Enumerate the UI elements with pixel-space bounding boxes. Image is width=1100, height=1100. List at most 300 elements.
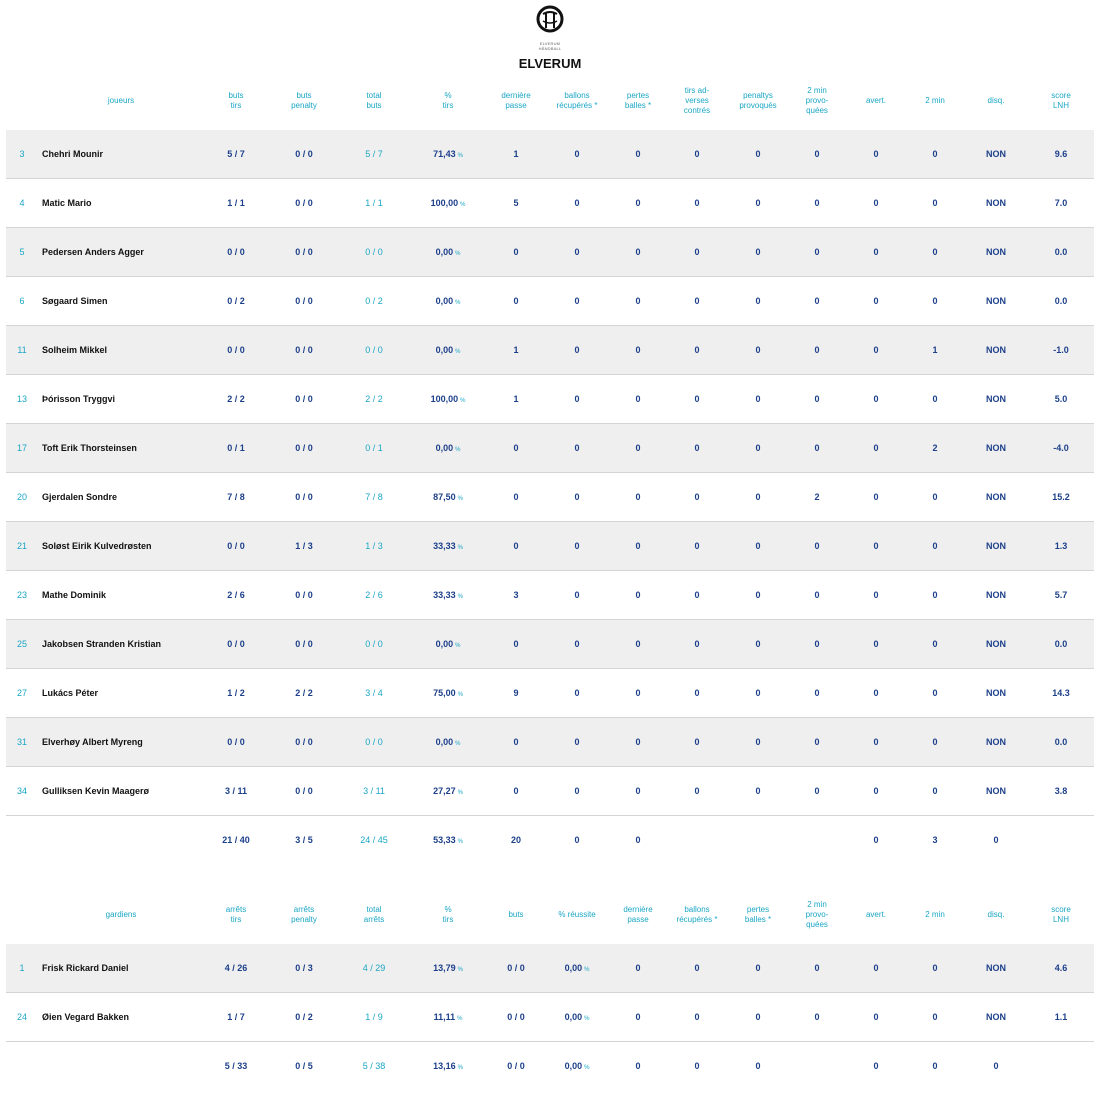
stat-cell-av: 0 <box>846 228 906 277</box>
pct-unit: % <box>460 398 466 404</box>
stat-cell-tm: 0 <box>906 669 964 718</box>
stat-cell-pp: 0 <box>728 767 788 816</box>
players-totals-row <box>6 816 1094 865</box>
pct-unit: % <box>460 202 466 208</box>
stat-cell-av: 0 <box>846 718 906 767</box>
total-goals-cell: 0 / 0 <box>340 620 408 669</box>
stat-cell-av: 0 <box>846 375 906 424</box>
stat-cell-dp: 5 <box>488 179 544 228</box>
saves-shots-cell: 4 / 26 <box>204 944 268 993</box>
stat-cell-tmp: 0 <box>788 130 846 179</box>
stat-cell-pb: 0 <box>610 375 666 424</box>
total-stat-dp: 20 <box>510 835 521 845</box>
stat-cell-pp: 0 <box>728 228 788 277</box>
penalty-goals-cell: 1 / 3 <box>268 522 340 571</box>
player-row <box>6 277 1094 326</box>
goals-shots-cell: 0 / 0 <box>204 718 268 767</box>
goals-shots-cell: 0 / 0 <box>204 326 268 375</box>
player-row <box>6 718 1094 767</box>
stat-cell-dp: 3 <box>488 571 544 620</box>
stat-cell-pp: 0 <box>728 130 788 179</box>
stat-cell-av: 0 <box>846 277 906 326</box>
stat-cell-tm: 0 <box>906 473 964 522</box>
player-number: 4 <box>6 179 38 228</box>
pct-value: 0,00 <box>435 737 454 747</box>
stat-cell-tac: 0 <box>666 718 728 767</box>
stat-cell-br: 0 <box>544 326 610 375</box>
total-goals: 24 / 45 <box>360 835 388 845</box>
stat-cell-score: 0.0 <box>1028 620 1094 669</box>
players-header-row <box>6 72 1094 130</box>
player-name: Matic Mario <box>38 179 204 228</box>
pct-unit: % <box>457 1016 463 1022</box>
pct-value: 71,43 <box>433 149 456 159</box>
column-header: score LNH <box>1051 91 1071 110</box>
total-stat-av: 0 <box>873 1061 879 1071</box>
pct-cell <box>544 993 610 1042</box>
stat-cell-tm: 1 <box>906 326 964 375</box>
stat-cell-tm: 0 <box>906 179 964 228</box>
stat-cell-disq: NON <box>964 993 1028 1042</box>
pct-cell <box>408 571 488 620</box>
goalkeepers-totals-row <box>6 1042 1094 1091</box>
pct-value: 33,33 <box>433 590 456 600</box>
total-stat-br: 0 <box>694 1061 700 1071</box>
stat-cell-disq: NON <box>964 473 1028 522</box>
player-name: Þórisson Tryggvi <box>38 375 204 424</box>
stat-cell-av: 0 <box>846 571 906 620</box>
player-number: 3 <box>6 130 38 179</box>
stat-cell-pp: 0 <box>728 179 788 228</box>
pct-value: 0,00 <box>435 296 454 306</box>
stat-cell-disq: NON <box>964 620 1028 669</box>
player-name: Gjerdalen Sondre <box>38 473 204 522</box>
stat-cell-av: 0 <box>846 179 906 228</box>
penalty-goals-cell: 0 / 0 <box>268 179 340 228</box>
player-number: 11 <box>6 326 38 375</box>
stat-cell-tmp: 0 <box>788 375 846 424</box>
stat-cell-br: 0 <box>544 718 610 767</box>
pct-value: 0,00 <box>435 639 454 649</box>
pct-value: 13,16 <box>433 1061 456 1071</box>
total-stat-disq: 0 <box>993 1061 999 1071</box>
stat-cell-pp: 0 <box>728 669 788 718</box>
pct-value: 0,00 <box>564 1012 583 1022</box>
stat-cell-av: 0 <box>846 993 906 1042</box>
total-goals-cell: 0 / 0 <box>340 718 408 767</box>
column-header: dernière passe <box>623 905 653 924</box>
player-name: Jakobsen Stranden Kristian <box>38 620 204 669</box>
player-name: Gulliksen Kevin Maagerø <box>38 767 204 816</box>
goals-shots-cell: 0 / 0 <box>204 522 268 571</box>
total-goals-cell: 3 / 11 <box>340 767 408 816</box>
stat-cell-tac: 0 <box>666 228 728 277</box>
pct-value: 0,00 <box>564 963 583 973</box>
stat-cell-score: 0.0 <box>1028 228 1094 277</box>
pct-cell <box>544 944 610 993</box>
total-stat-av: 0 <box>873 835 879 845</box>
penalty-goals-cell: 0 / 0 <box>268 473 340 522</box>
stat-cell-av: 0 <box>846 326 906 375</box>
player-row <box>6 228 1094 277</box>
penalty-goals-cell: 0 / 0 <box>268 375 340 424</box>
pct-unit: % <box>584 1016 590 1022</box>
stat-cell-pp: 0 <box>728 571 788 620</box>
stat-cell-score: 1.1 <box>1028 993 1094 1042</box>
total-stat-pb: 0 <box>635 835 641 845</box>
total-goals-cell: 5 / 7 <box>340 130 408 179</box>
column-header: pertes balles * <box>624 91 652 110</box>
stat-cell-av: 0 <box>846 130 906 179</box>
stat-cell-dp: 1 <box>488 375 544 424</box>
stat-cell-pb: 0 <box>610 620 666 669</box>
stat-cell-av: 0 <box>846 669 906 718</box>
stat-cell-score: 0.0 <box>1028 718 1094 767</box>
stat-cell-br: 0 <box>544 179 610 228</box>
column-header: disq. <box>987 910 1005 919</box>
player-name: Soløst Eirik Kulvedrøsten <box>38 522 204 571</box>
stat-cell-tm: 0 <box>906 767 964 816</box>
column-header: tirs ad- verses contrés <box>683 86 711 115</box>
stat-cell-disq: NON <box>964 767 1028 816</box>
total-goals-cell: 1 / 3 <box>340 522 408 571</box>
pct-cell <box>408 130 488 179</box>
goals-shots-cell: 2 / 6 <box>204 571 268 620</box>
stat-cell-pp: 0 <box>728 375 788 424</box>
column-header: 2 min provo- quées <box>805 900 829 929</box>
player-row <box>6 571 1094 620</box>
stat-cell-pb: 0 <box>610 473 666 522</box>
empty-cell <box>1028 816 1094 865</box>
total-saves-cell: 4 / 29 <box>340 944 408 993</box>
column-header: ballons récupérés * <box>676 905 718 924</box>
penalty-goals-cell: 0 / 0 <box>268 571 340 620</box>
stat-cell-disq: NON <box>964 718 1028 767</box>
pct-value: 33,33 <box>433 541 456 551</box>
total-stat-dp: 0 <box>635 1061 641 1071</box>
stat-cell-tm: 0 <box>906 228 964 277</box>
pct-unit: % <box>455 300 461 306</box>
stat-cell-dp: 0 <box>610 944 666 993</box>
column-header: 2 min provo- quées <box>805 86 829 115</box>
stat-cell-score: 1.3 <box>1028 522 1094 571</box>
pct-cell <box>408 620 488 669</box>
pct-unit: % <box>455 741 461 747</box>
stat-cell-tmp: 0 <box>788 522 846 571</box>
pct-value: 27,27 <box>433 786 456 796</box>
stat-cell-tmp: 0 <box>788 767 846 816</box>
pct-cell <box>408 375 488 424</box>
header-number-col <box>6 72 38 130</box>
player-number: 25 <box>6 620 38 669</box>
player-number: 17 <box>6 424 38 473</box>
pct-unit: % <box>455 643 461 649</box>
empty-cell <box>38 1042 204 1091</box>
total-goals-cell: 1 / 1 <box>340 179 408 228</box>
penalty-saves-cell: 0 / 3 <box>268 944 340 993</box>
total-stat-disq: 0 <box>993 835 999 845</box>
empty-cell <box>788 1042 846 1091</box>
stat-cell-br: 0 <box>544 522 610 571</box>
goals-shots-cell: 1 / 1 <box>204 179 268 228</box>
player-name: Mathe Dominik <box>38 571 204 620</box>
stat-cell-score: 4.6 <box>1028 944 1094 993</box>
total-stat-tm: 0 <box>932 1061 938 1071</box>
stat-cell-score: -1.0 <box>1028 326 1094 375</box>
stat-cell-pp: 0 <box>728 326 788 375</box>
player-number: 34 <box>6 767 38 816</box>
player-name: Chehri Mounir <box>38 130 204 179</box>
logo-caption-line1: ELVERUM <box>539 41 561 46</box>
elverum-logo-icon <box>534 4 566 36</box>
player-row <box>6 767 1094 816</box>
player-number: 5 <box>6 228 38 277</box>
penalty-goals-cell: 0 / 0 <box>268 130 340 179</box>
stat-cell-disq: NON <box>964 179 1028 228</box>
column-header: % tirs <box>442 905 454 924</box>
penalty-goals-cell: 2 / 2 <box>268 669 340 718</box>
goalkeeper-row <box>6 944 1094 993</box>
empty-cell <box>6 1042 38 1091</box>
column-header: penaltys provoqués <box>739 91 777 110</box>
pct-unit: % <box>457 692 463 698</box>
stat-cell-disq: NON <box>964 669 1028 718</box>
penalty-goals-cell: 0 / 0 <box>268 326 340 375</box>
pct-cell <box>408 277 488 326</box>
pct-unit: % <box>457 153 463 159</box>
stat-cell-pb: 0 <box>610 277 666 326</box>
stat-cell-pb: 0 <box>610 767 666 816</box>
stat-cell-tm: 0 <box>906 571 964 620</box>
penalty-goals-cell: 0 / 0 <box>268 424 340 473</box>
pct-value: 87,50 <box>433 492 456 502</box>
gk-goals-cell: 0 / 0 <box>488 993 544 1042</box>
goals-shots-cell: 3 / 11 <box>204 767 268 816</box>
stat-cell-br: 0 <box>544 228 610 277</box>
pct-cell <box>408 228 488 277</box>
column-header: avert. <box>865 910 886 919</box>
stat-cell-br: 0 <box>544 669 610 718</box>
stat-cell-dp: 9 <box>488 669 544 718</box>
pct-unit: % <box>457 545 463 551</box>
player-name: Pedersen Anders Agger <box>38 228 204 277</box>
goals-shots-cell: 2 / 2 <box>204 375 268 424</box>
total-gk-goals: 0 / 0 <box>507 1061 525 1071</box>
column-header: total arrêts <box>363 905 385 924</box>
stat-cell-br: 0 <box>544 424 610 473</box>
stat-cell-br: 0 <box>544 375 610 424</box>
pct-value: 0,00 <box>435 247 454 257</box>
player-name: Elverhøy Albert Myreng <box>38 718 204 767</box>
column-header: arrêts tirs <box>225 905 247 924</box>
player-number: 23 <box>6 571 38 620</box>
stat-cell-pp: 0 <box>728 718 788 767</box>
stat-cell-tm: 0 <box>906 993 964 1042</box>
column-header: score LNH <box>1051 905 1071 924</box>
pct-unit: % <box>457 1065 463 1071</box>
saves-shots-cell: 1 / 7 <box>204 993 268 1042</box>
stat-cell-av: 0 <box>846 944 906 993</box>
empty-cell <box>1028 1042 1094 1091</box>
stat-cell-tm: 0 <box>906 277 964 326</box>
stat-cell-dp: 1 <box>488 326 544 375</box>
pct-unit: % <box>457 594 463 600</box>
stat-cell-tm: 0 <box>906 522 964 571</box>
player-number: 31 <box>6 718 38 767</box>
goals-shots-cell: 5 / 7 <box>204 130 268 179</box>
stat-cell-disq: NON <box>964 375 1028 424</box>
stat-cell-disq: NON <box>964 424 1028 473</box>
stat-cell-dp: 0 <box>610 993 666 1042</box>
stat-cell-pb: 0 <box>728 993 788 1042</box>
pct-cell <box>408 816 488 865</box>
stat-cell-score: -4.0 <box>1028 424 1094 473</box>
stat-cell-tm: 0 <box>906 620 964 669</box>
player-name: Solheim Mikkel <box>38 326 204 375</box>
pct-unit: % <box>457 790 463 796</box>
gk-goals-cell: 0 / 0 <box>488 944 544 993</box>
stat-cell-tm: 0 <box>906 130 964 179</box>
stat-cell-dp: 0 <box>488 767 544 816</box>
total-saves-shots: 5 / 33 <box>224 1061 248 1071</box>
pct-value: 53,33 <box>433 835 456 845</box>
player-row <box>6 620 1094 669</box>
stat-cell-av: 0 <box>846 473 906 522</box>
player-row <box>6 326 1094 375</box>
column-header: 2 min <box>925 96 945 105</box>
stat-cell-pb: 0 <box>610 669 666 718</box>
stat-cell-disq: NON <box>964 326 1028 375</box>
total-goals-cell: 0 / 2 <box>340 277 408 326</box>
stat-cell-pb: 0 <box>610 718 666 767</box>
stat-cell-pb: 0 <box>610 130 666 179</box>
stat-cell-tmp: 0 <box>788 993 846 1042</box>
pct-unit: % <box>455 349 461 355</box>
stat-cell-dp: 1 <box>488 130 544 179</box>
player-name: Søgaard Simen <box>38 277 204 326</box>
stat-cell-pp: 0 <box>728 424 788 473</box>
pct-value: 0,00 <box>435 345 454 355</box>
goals-shots-cell: 0 / 2 <box>204 277 268 326</box>
stat-cell-disq: NON <box>964 228 1028 277</box>
goalkeepers-header-row <box>6 886 1094 944</box>
column-header: avert. <box>865 96 886 105</box>
stat-cell-av: 0 <box>846 620 906 669</box>
empty-cell <box>728 816 788 865</box>
pct-unit: % <box>455 251 461 257</box>
total-goals-cell: 2 / 6 <box>340 571 408 620</box>
stat-cell-pb: 0 <box>610 179 666 228</box>
stat-cell-pb: 0 <box>610 424 666 473</box>
team-name: ELVERUM <box>518 56 582 71</box>
pct-cell <box>408 424 488 473</box>
stat-cell-pb: 0 <box>610 571 666 620</box>
stat-cell-dp: 0 <box>488 522 544 571</box>
player-number: 27 <box>6 669 38 718</box>
player-row <box>6 424 1094 473</box>
pct-cell <box>408 179 488 228</box>
stat-cell-dp: 0 <box>488 228 544 277</box>
stat-cell-av: 0 <box>846 424 906 473</box>
pct-cell <box>408 473 488 522</box>
stat-cell-av: 0 <box>846 767 906 816</box>
stat-cell-pp: 0 <box>728 277 788 326</box>
column-header: disq. <box>987 96 1005 105</box>
player-row <box>6 522 1094 571</box>
stat-cell-tac: 0 <box>666 179 728 228</box>
penalty-goals-cell: 0 / 0 <box>268 620 340 669</box>
stat-cell-br: 0 <box>666 993 728 1042</box>
player-row <box>6 179 1094 228</box>
stat-cell-tm: 2 <box>906 424 964 473</box>
pct-cell <box>408 669 488 718</box>
penalty-goals-cell: 0 / 0 <box>268 277 340 326</box>
total-goals-cell: 0 / 1 <box>340 424 408 473</box>
stat-cell-tmp: 0 <box>788 620 846 669</box>
players-table <box>6 72 1094 864</box>
stat-cell-pb: 0 <box>610 228 666 277</box>
pct-unit: % <box>457 496 463 502</box>
stat-cell-br: 0 <box>544 620 610 669</box>
stat-cell-score: 5.7 <box>1028 571 1094 620</box>
total-penalty-saves: 0 / 5 <box>295 1061 313 1071</box>
stat-cell-tac: 0 <box>666 767 728 816</box>
stat-cell-tac: 0 <box>666 473 728 522</box>
stat-cell-pb: 0 <box>610 326 666 375</box>
pct-cell <box>408 326 488 375</box>
stat-cell-tac: 0 <box>666 375 728 424</box>
goals-shots-cell: 0 / 0 <box>204 620 268 669</box>
stat-cell-pp: 0 <box>728 473 788 522</box>
pct-unit: % <box>584 967 590 973</box>
goalkeeper-number: 1 <box>6 944 38 993</box>
total-saves: 5 / 38 <box>362 1061 386 1071</box>
stat-cell-tm: 0 <box>906 944 964 993</box>
stat-cell-dp: 0 <box>488 718 544 767</box>
stat-cell-score: 15.2 <box>1028 473 1094 522</box>
stat-cell-tac: 0 <box>666 130 728 179</box>
goals-shots-cell: 0 / 1 <box>204 424 268 473</box>
pct-unit: % <box>584 1065 590 1071</box>
goals-shots-cell: 7 / 8 <box>204 473 268 522</box>
stat-cell-br: 0 <box>544 767 610 816</box>
stat-cell-tmp: 0 <box>788 277 846 326</box>
pct-value: 0,00 <box>435 443 454 453</box>
player-number: 21 <box>6 522 38 571</box>
goalkeeper-name: Frisk Rickard Daniel <box>38 944 204 993</box>
column-header: arrêts penalty <box>291 905 317 924</box>
stat-cell-tmp: 0 <box>788 424 846 473</box>
player-row <box>6 669 1094 718</box>
stat-cell-br: 0 <box>544 473 610 522</box>
pct-cell <box>408 522 488 571</box>
total-goals-cell: 3 / 4 <box>340 669 408 718</box>
pct-unit: % <box>455 447 461 453</box>
empty-cell <box>666 816 728 865</box>
penalty-saves-cell: 0 / 2 <box>268 993 340 1042</box>
pct-cell <box>408 718 488 767</box>
goalkeeper-name: Øien Vegard Bakken <box>38 993 204 1042</box>
pct-value: 75,00 <box>433 688 456 698</box>
player-row <box>6 473 1094 522</box>
pct-unit: % <box>457 967 463 973</box>
goalkeeper-row <box>6 993 1094 1042</box>
goalkeepers-table <box>6 886 1094 1090</box>
stat-cell-tac: 0 <box>666 522 728 571</box>
column-header: buts penalty <box>291 91 317 110</box>
total-saves-cell: 1 / 9 <box>340 993 408 1042</box>
column-header: total buts <box>366 91 382 110</box>
